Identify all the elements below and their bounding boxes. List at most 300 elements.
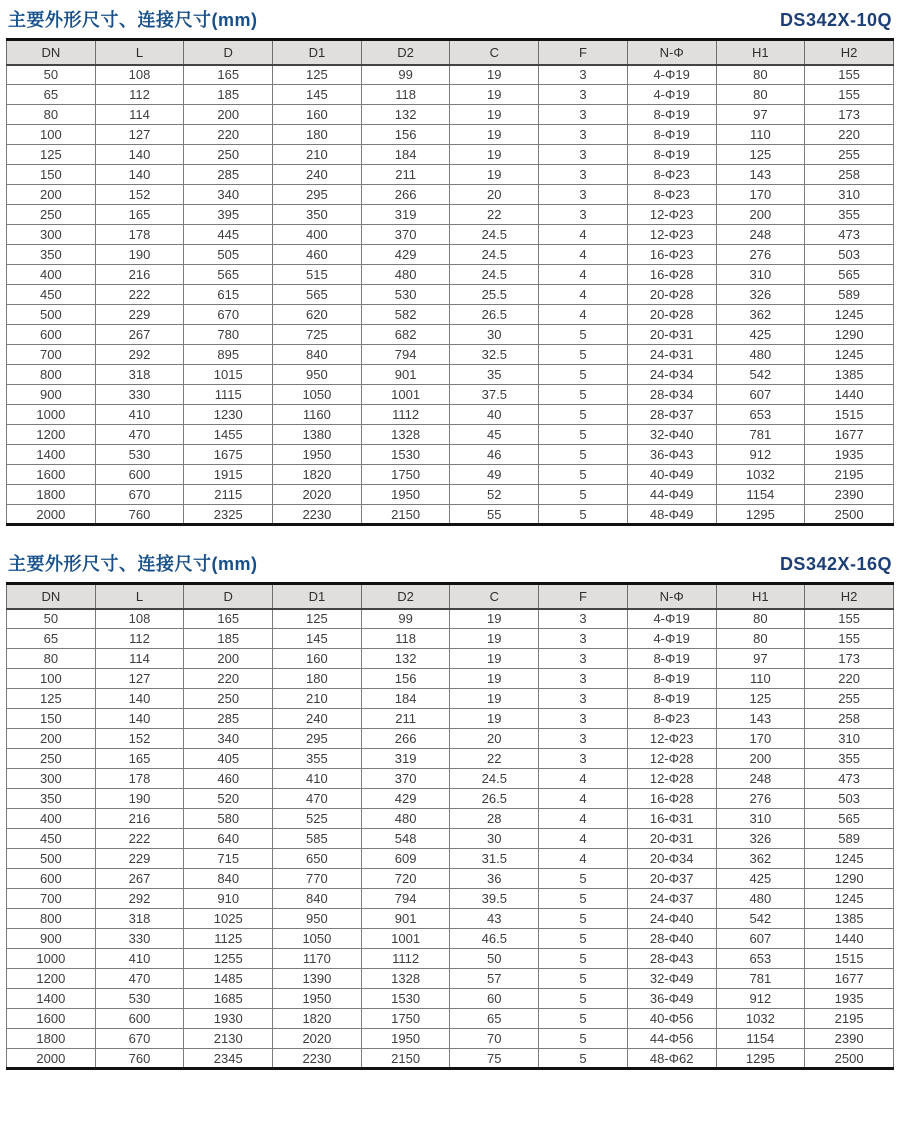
table-cell: 319	[361, 205, 450, 225]
table-cell: 22	[450, 205, 539, 225]
table-cell: 97	[716, 105, 805, 125]
table-cell: 97	[716, 649, 805, 669]
table-cell: 1935	[805, 445, 894, 465]
table-row	[7, 185, 894, 205]
table-cell: 1750	[361, 1009, 450, 1029]
table-cell: 24.5	[450, 769, 539, 789]
table-cell: 715	[184, 849, 273, 869]
table-cell: 12-Φ23	[627, 205, 716, 225]
table-cell: 5	[539, 405, 628, 425]
table-cell: 350	[273, 205, 362, 225]
table-cell: 200	[7, 729, 96, 749]
table-cell: 145	[273, 85, 362, 105]
table-cell: 480	[361, 265, 450, 285]
table-cell: 400	[7, 809, 96, 829]
table-row	[7, 325, 894, 345]
table-cell: 24.5	[450, 225, 539, 245]
table-cell: 19	[450, 709, 539, 729]
table-cell: 410	[95, 949, 184, 969]
table-cell: 295	[273, 185, 362, 205]
table-cell: 1515	[805, 949, 894, 969]
table-cell: 400	[273, 225, 362, 245]
table-cell: 155	[805, 65, 894, 85]
table-cell: 210	[273, 689, 362, 709]
table-cell: 170	[716, 185, 805, 205]
table-cell: 127	[95, 125, 184, 145]
table-cell: 50	[7, 609, 96, 629]
table-cell: 200	[184, 105, 273, 125]
table-cell: 653	[716, 405, 805, 425]
table-cell: 8-Φ19	[627, 669, 716, 689]
table-cell: 28-Φ37	[627, 405, 716, 425]
table-cell: 3	[539, 145, 628, 165]
table-cell: 140	[95, 689, 184, 709]
table-cell: 780	[184, 325, 273, 345]
table-cell: 32.5	[450, 345, 539, 365]
table-cell: 2115	[184, 485, 273, 505]
table-cell: 3	[539, 609, 628, 629]
table-cell: 901	[361, 909, 450, 929]
table-cell: 1245	[805, 345, 894, 365]
table-cell: 248	[716, 225, 805, 245]
column-header: D	[184, 40, 273, 65]
table-cell: 125	[273, 65, 362, 85]
section-ds342x-10q	[6, 4, 894, 526]
table-cell: 500	[7, 305, 96, 325]
table-cell: 1295	[716, 505, 805, 525]
table-cell: 1000	[7, 405, 96, 425]
table-cell: 125	[7, 689, 96, 709]
table-cell: 760	[95, 505, 184, 525]
table-cell: 140	[95, 165, 184, 185]
table-cell: 200	[7, 185, 96, 205]
table-cell: 3	[539, 205, 628, 225]
table-cell: 445	[184, 225, 273, 245]
table-cell: 410	[273, 769, 362, 789]
table-cell: 26.5	[450, 789, 539, 809]
table-cell: 173	[805, 649, 894, 669]
table-cell: 3	[539, 65, 628, 85]
table-cell: 185	[184, 629, 273, 649]
table-row	[7, 245, 894, 265]
table-cell: 19	[450, 669, 539, 689]
table-cell: 26.5	[450, 305, 539, 325]
table-cell: 1290	[805, 325, 894, 345]
table-cell: 410	[95, 405, 184, 425]
table-cell: 12-Φ23	[627, 729, 716, 749]
table-cell: 20	[450, 185, 539, 205]
table-cell: 16-Φ31	[627, 809, 716, 829]
table-cell: 143	[716, 165, 805, 185]
table-cell: 12-Φ28	[627, 769, 716, 789]
table-cell: 1677	[805, 969, 894, 989]
table-cell: 28-Φ40	[627, 929, 716, 949]
table-cell: 1170	[273, 949, 362, 969]
table-cell: 760	[95, 1049, 184, 1069]
table-cell: 1001	[361, 929, 450, 949]
table-row	[7, 285, 894, 305]
table-row	[7, 789, 894, 809]
table-cell: 503	[805, 245, 894, 265]
table-cell: 267	[95, 869, 184, 889]
table-cell: 1515	[805, 405, 894, 425]
table-cell: 5	[539, 949, 628, 969]
table-cell: 582	[361, 305, 450, 325]
table-cell: 200	[716, 205, 805, 225]
table-cell: 4-Φ19	[627, 629, 716, 649]
table-cell: 125	[7, 145, 96, 165]
table-cell: 2195	[805, 465, 894, 485]
table-cell: 500	[7, 849, 96, 869]
table-cell: 565	[805, 809, 894, 829]
table-cell: 220	[184, 669, 273, 689]
table-cell: 125	[716, 689, 805, 709]
table-cell: 258	[805, 165, 894, 185]
table-cell: 2390	[805, 1029, 894, 1049]
table-cell: 607	[716, 929, 805, 949]
table-row	[7, 949, 894, 969]
table-cell: 70	[450, 1029, 539, 1049]
table-cell: 170	[716, 729, 805, 749]
table-cell: 1950	[361, 1029, 450, 1049]
table-cell: 35	[450, 365, 539, 385]
table-cell: 1160	[273, 405, 362, 425]
column-header: L	[95, 584, 184, 609]
table-cell: 28	[450, 809, 539, 829]
table-cell: 2000	[7, 1049, 96, 1069]
table-cell: 355	[805, 749, 894, 769]
table-cell: 240	[273, 709, 362, 729]
table-cell: 40-Φ56	[627, 1009, 716, 1029]
table-cell: 185	[184, 85, 273, 105]
table-cell: 600	[95, 465, 184, 485]
table-cell: 8-Φ19	[627, 689, 716, 709]
table-cell: 80	[7, 105, 96, 125]
table-row	[7, 465, 894, 485]
table-cell: 326	[716, 285, 805, 305]
table-cell: 1025	[184, 909, 273, 929]
table-cell: 40	[450, 405, 539, 425]
table-cell: 222	[95, 285, 184, 305]
table-cell: 2000	[7, 505, 96, 525]
table-cell: 650	[273, 849, 362, 869]
table-cell: 1245	[805, 849, 894, 869]
table-cell: 5	[539, 969, 628, 989]
table-cell: 473	[805, 225, 894, 245]
table-row	[7, 989, 894, 1009]
table-row	[7, 425, 894, 445]
table-cell: 220	[805, 669, 894, 689]
table-cell: 276	[716, 245, 805, 265]
table-cell: 190	[95, 789, 184, 809]
table-cell: 1600	[7, 465, 96, 485]
column-header: DN	[7, 40, 96, 65]
table-cell: 19	[450, 85, 539, 105]
table-cell: 425	[716, 869, 805, 889]
table-cell: 653	[716, 949, 805, 969]
table-cell: 670	[95, 485, 184, 505]
table-cell: 8-Φ19	[627, 125, 716, 145]
table-cell: 3	[539, 125, 628, 145]
table-cell: 250	[7, 205, 96, 225]
table-cell: 216	[95, 809, 184, 829]
table-cell: 155	[805, 629, 894, 649]
table-cell: 19	[450, 145, 539, 165]
table-cell: 155	[805, 85, 894, 105]
table-cell: 12-Φ23	[627, 225, 716, 245]
table-cell: 8-Φ23	[627, 185, 716, 205]
table-cell: 1328	[361, 425, 450, 445]
table-row	[7, 1009, 894, 1029]
table-cell: 55	[450, 505, 539, 525]
table-cell: 1200	[7, 969, 96, 989]
table-cell: 2500	[805, 505, 894, 525]
table-cell: 1915	[184, 465, 273, 485]
table-cell: 1328	[361, 969, 450, 989]
table-cell: 1380	[273, 425, 362, 445]
table-cell: 155	[805, 609, 894, 629]
table-row	[7, 305, 894, 325]
model-number: DS342X-16Q	[779, 554, 892, 574]
table-cell: 2230	[273, 1049, 362, 1069]
table-cell: 901	[361, 365, 450, 385]
table-cell: 480	[361, 809, 450, 829]
table-cell: 65	[7, 85, 96, 105]
table-cell: 248	[716, 769, 805, 789]
table-cell: 460	[273, 245, 362, 265]
header-row	[7, 40, 894, 65]
table-cell: 45	[450, 425, 539, 445]
table-cell: 470	[273, 789, 362, 809]
table-cell: 30	[450, 325, 539, 345]
table-cell: 565	[805, 265, 894, 285]
table-cell: 267	[95, 325, 184, 345]
table-cell: 48-Φ49	[627, 505, 716, 525]
table-cell: 4	[539, 305, 628, 325]
table-cell: 840	[273, 345, 362, 365]
table-cell: 505	[184, 245, 273, 265]
table-cell: 800	[7, 365, 96, 385]
table-cell: 950	[273, 365, 362, 385]
table-cell: 770	[273, 869, 362, 889]
table-cell: 1950	[361, 485, 450, 505]
table-cell: 5	[539, 425, 628, 445]
table-cell: 615	[184, 285, 273, 305]
table-cell: 20-Φ31	[627, 325, 716, 345]
table-cell: 50	[7, 65, 96, 85]
table-row	[7, 145, 894, 165]
table-cell: 20-Φ34	[627, 849, 716, 869]
table-cell: 240	[273, 165, 362, 185]
column-header: D	[184, 584, 273, 609]
table-cell: 80	[716, 609, 805, 629]
table-cell: 5	[539, 485, 628, 505]
table-cell: 57	[450, 969, 539, 989]
table-cell: 1600	[7, 1009, 96, 1029]
dimension-table-ds342x-16q	[6, 582, 894, 1070]
table-cell: 1400	[7, 989, 96, 1009]
table-cell: 140	[95, 145, 184, 165]
table-cell: 542	[716, 365, 805, 385]
table-cell: 1677	[805, 425, 894, 445]
table-cell: 330	[95, 929, 184, 949]
column-header: H1	[716, 40, 805, 65]
table-cell: 99	[361, 609, 450, 629]
table-cell: 4	[539, 225, 628, 245]
table-cell: 1115	[184, 385, 273, 405]
table-cell: 950	[273, 909, 362, 929]
table-cell: 75	[450, 1049, 539, 1069]
table-cell: 165	[95, 205, 184, 225]
table-row	[7, 85, 894, 105]
column-header: DN	[7, 584, 96, 609]
model-number: DS342X-10Q	[779, 10, 892, 30]
table-cell: 3	[539, 689, 628, 709]
table-cell: 132	[361, 649, 450, 669]
table-cell: 292	[95, 345, 184, 365]
table-row	[7, 505, 894, 525]
table-cell: 112	[95, 629, 184, 649]
header-row	[7, 584, 894, 609]
table-cell: 530	[95, 445, 184, 465]
table-cell: 480	[716, 889, 805, 909]
table-cell: 5	[539, 1049, 628, 1069]
table-cell: 220	[805, 125, 894, 145]
table-cell: 4-Φ19	[627, 65, 716, 85]
table-cell: 266	[361, 185, 450, 205]
table-cell: 127	[95, 669, 184, 689]
table-cell: 156	[361, 669, 450, 689]
table-cell: 285	[184, 165, 273, 185]
table-cell: 19	[450, 65, 539, 85]
table-cell: 24-Φ37	[627, 889, 716, 909]
table-row	[7, 669, 894, 689]
table-cell: 3	[539, 749, 628, 769]
table-cell: 160	[273, 105, 362, 125]
table-cell: 670	[95, 1029, 184, 1049]
table-cell: 600	[7, 869, 96, 889]
table-cell: 405	[184, 749, 273, 769]
table-cell: 180	[273, 669, 362, 689]
table-cell: 2325	[184, 505, 273, 525]
column-header: L	[95, 40, 184, 65]
table-cell: 20-Φ31	[627, 829, 716, 849]
column-header: H2	[805, 584, 894, 609]
table-cell: 180	[273, 125, 362, 145]
table-cell: 43	[450, 909, 539, 929]
table-cell: 5	[539, 909, 628, 929]
table-cell: 112	[95, 85, 184, 105]
table-row	[7, 629, 894, 649]
table-cell: 1154	[716, 1029, 805, 1049]
table-cell: 310	[716, 265, 805, 285]
table-cell: 19	[450, 689, 539, 709]
table-cell: 255	[805, 689, 894, 709]
table-row	[7, 649, 894, 669]
table-cell: 794	[361, 345, 450, 365]
table-row	[7, 749, 894, 769]
table-cell: 80	[716, 629, 805, 649]
table-cell: 145	[273, 629, 362, 649]
table-cell: 4	[539, 849, 628, 869]
table-cell: 152	[95, 729, 184, 749]
table-cell: 542	[716, 909, 805, 929]
table-cell: 19	[450, 105, 539, 125]
table-header	[7, 584, 894, 609]
table-cell: 330	[95, 385, 184, 405]
table-cell: 132	[361, 105, 450, 125]
table-cell: 355	[273, 749, 362, 769]
table-row	[7, 265, 894, 285]
table-row	[7, 225, 894, 245]
table-cell: 48-Φ62	[627, 1049, 716, 1069]
table-cell: 900	[7, 929, 96, 949]
table-cell: 4	[539, 809, 628, 829]
table-cell: 310	[805, 185, 894, 205]
table-cell: 266	[361, 729, 450, 749]
table-cell: 150	[7, 165, 96, 185]
table-cell: 395	[184, 205, 273, 225]
table-cell: 5	[539, 465, 628, 485]
table-cell: 1400	[7, 445, 96, 465]
table-cell: 2195	[805, 1009, 894, 1029]
table-row	[7, 829, 894, 849]
table-cell: 125	[716, 145, 805, 165]
table-cell: 520	[184, 789, 273, 809]
table-cell: 80	[716, 65, 805, 85]
table-cell: 8-Φ19	[627, 105, 716, 125]
table-cell: 1245	[805, 889, 894, 909]
table-cell: 1050	[273, 929, 362, 949]
table-cell: 2150	[361, 505, 450, 525]
table-cell: 3	[539, 165, 628, 185]
table-cell: 143	[716, 709, 805, 729]
table-cell: 220	[184, 125, 273, 145]
table-cell: 340	[184, 185, 273, 205]
table-cell: 200	[716, 749, 805, 769]
table-header	[7, 40, 894, 65]
table-cell: 211	[361, 709, 450, 729]
table-cell: 1290	[805, 869, 894, 889]
table-row	[7, 709, 894, 729]
table-cell: 4-Φ19	[627, 609, 716, 629]
table-cell: 8-Φ23	[627, 165, 716, 185]
table-cell: 912	[716, 989, 805, 1009]
table-cell: 5	[539, 365, 628, 385]
table-cell: 3	[539, 85, 628, 105]
table-cell: 250	[184, 145, 273, 165]
table-row	[7, 969, 894, 989]
table-cell: 350	[7, 789, 96, 809]
table-cell: 781	[716, 969, 805, 989]
table-row	[7, 165, 894, 185]
table-cell: 65	[7, 629, 96, 649]
table-cell: 548	[361, 829, 450, 849]
table-cell: 49	[450, 465, 539, 485]
table-cell: 165	[184, 609, 273, 629]
table-cell: 350	[7, 245, 96, 265]
section-title: 主要外形尺寸、连接尺寸(mm)	[8, 554, 258, 574]
table-cell: 1950	[273, 989, 362, 1009]
table-cell: 4	[539, 769, 628, 789]
table-cell: 355	[805, 205, 894, 225]
table-cell: 585	[273, 829, 362, 849]
table-cell: 118	[361, 629, 450, 649]
table-cell: 50	[450, 949, 539, 969]
table-cell: 114	[95, 649, 184, 669]
table-cell: 530	[95, 989, 184, 1009]
table-cell: 362	[716, 305, 805, 325]
